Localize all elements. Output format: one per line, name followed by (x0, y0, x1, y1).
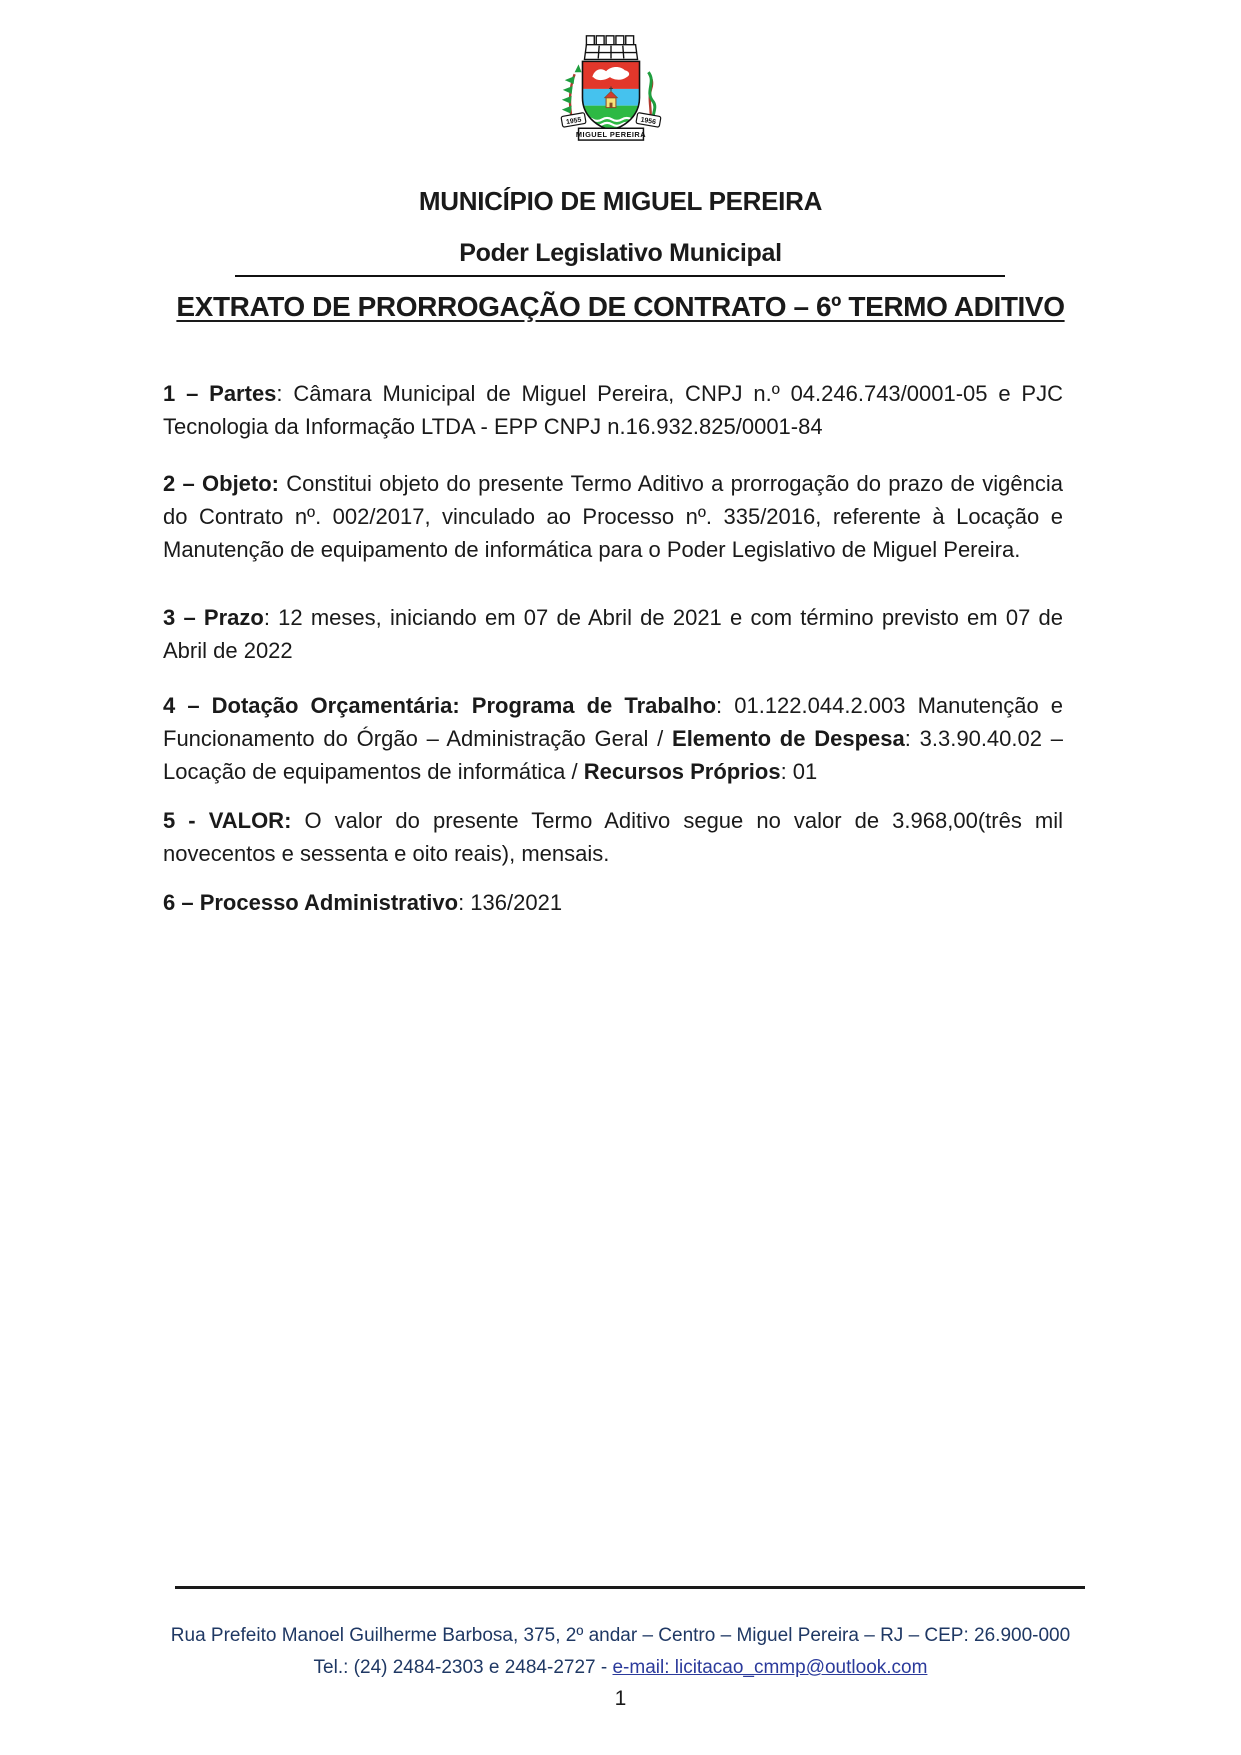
footer-divider (175, 1586, 1085, 1589)
text-run: : 136/2021 (458, 890, 563, 915)
text-run: Elemento de Despesa (672, 726, 905, 751)
text-run: 3 – Prazo (163, 605, 264, 630)
document-body (163, 377, 1063, 943)
paragraph-6 (163, 886, 1063, 919)
page-number: 1 (614, 1687, 627, 1710)
paragraph-4 (163, 689, 1063, 788)
footer-tel-text: Tel.: (24) 2484-2303 e 2484-2727 - (313, 1657, 613, 1678)
text-run: 2 – Objeto: (163, 471, 280, 496)
year-scroll-left (561, 113, 586, 128)
year-left-label: 1955 (565, 116, 582, 127)
paragraph-2 (163, 467, 1063, 566)
year-scroll-right (636, 113, 661, 128)
mural-crown-icon (584, 36, 637, 60)
text-run: : 12 meses, iniciando em 07 de Abril de 2021 e com término previsto em 07 de Abril de 2022 (163, 605, 1063, 663)
paragraph-5 (163, 804, 1063, 870)
text-run: 6 – Processo Administrativo (163, 890, 459, 915)
text-run: : 3.3.90.40.02 – Locação de equipamentos de informática / (163, 726, 1063, 784)
text-run: : 01.122.044.2.003 Manutenção e Funcionamento do Órgão – Administração Geral / (163, 693, 1063, 751)
footer-address: Rua Prefeito Manoel Guilherme Barbosa, 375, 2º andar – Centro – Miguel Pereira – RJ – CEP: 26.900-000 (170, 1625, 1071, 1646)
text-run: : Câmara Municipal de Miguel Pereira, CNPJ n.º 04.246.743/0001-05 e PJC Tecnologia da Informação LTDA - EPP CNPJ n.16.932.825/0001-84 (163, 381, 1063, 439)
paragraph-1 (163, 377, 1063, 443)
crest-banner-label: MIGUEL PEREIRA (575, 130, 647, 140)
crest-banner (576, 128, 646, 140)
year-right-label: 1956 (640, 116, 657, 127)
municipal-coat-of-arms (552, 28, 670, 142)
text-run: 4 – Dotação Orçamentária: Programa de Trabalho (163, 693, 717, 718)
text-run: 5 - VALOR: (163, 808, 292, 833)
text-run: 1 – Partes (163, 381, 277, 406)
shield-icon (582, 61, 641, 131)
text-run: : 01 (780, 759, 818, 784)
municipality-title: MUNICÍPIO DE MIGUEL PEREIRA (418, 186, 823, 216)
paragraph-3 (163, 601, 1063, 667)
text-run: O valor do presente Termo Aditivo segue no valor de 3.968,00(três mil novecentos e sessenta e oito reais), mensais. (163, 808, 1063, 866)
text-run: Constitui objeto do presente Termo Aditivo a prorrogação do prazo de vigência do Contrato nº. 002/2017, vinculado ao Processo nº. 335/2016, referente à Locação e Manutenção de equipamento de informática para o Poder Legislativo de Miguel Pereira. (163, 471, 1063, 562)
text-run: Recursos Próprios (583, 759, 781, 784)
email-link[interactable]: e-mail: licitacao_cmmp@outlook.com (612, 1657, 928, 1678)
document-title: EXTRATO DE PRORROGAÇÃO DE CONTRATO – 6º TERMO ADITIVO (176, 291, 1065, 322)
header-divider (235, 275, 1005, 277)
legislative-subtitle: Poder Legislativo Municipal (459, 239, 782, 267)
footer-tel (0, 1653, 1241, 1683)
